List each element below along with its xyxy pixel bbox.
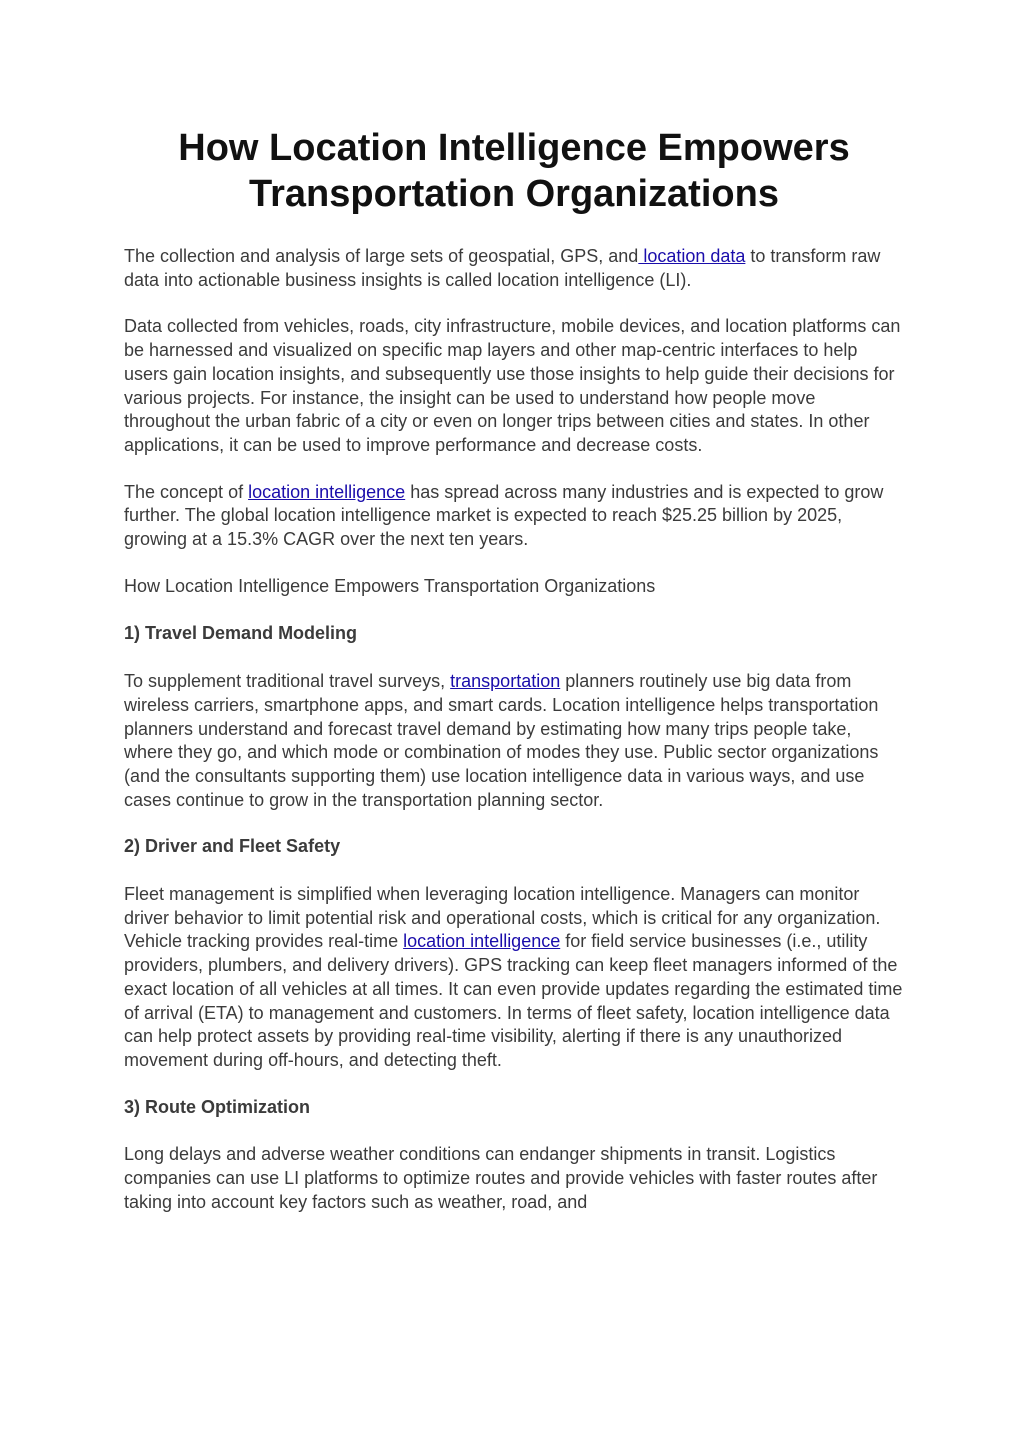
section-heading-route-optimization: 3) Route Optimization [124,1096,310,1117]
paragraph-data-collection: Data collected from vehicles, roads, city infrastructure, mobile devices, and location platforms can be harnessed and visualized on specific map layers and other map-centric interfaces to help users gain location insights, and subsequently use those insights to help guide their decisions for various projects. For instance, the insight can be used to understand how people move throughout the urban fabric of a city or even on longer trips between cities and states. In other applications, it can be used to improve performance and decrease costs. [124,316,901,455]
location-intelligence-link[interactable]: location intelligence [248,481,406,502]
page-title-line-1: How Location Intelligence Empowers [178,127,850,169]
document-page [124,125,904,1238]
concept-text-continued: has spread across many industries and is expected to grow further. The global location intelligence market is expected to reach $25.25 billion by 2025, growing at a 15.3% CAGR over the next ten years. [124,481,884,550]
section-heading-travel-demand: 1) Travel Demand Modeling [124,623,358,644]
section-paragraph-travel-demand [124,670,904,812]
intro-paragraph [124,245,904,292]
travel-demand-text-continued: planners routinely use big data from wireless carriers, smartphone apps, and smart cards. Location intelligence helps transportation planners understand and forecast travel demand by estimating how many trips people take, where they go, and which mode or combination of modes they use. Public sector organizations (and the consultants supporting them) use location intelligence data in various ways, and use cases continue to grow in the transportation planning sector. [124,671,879,810]
travel-demand-text: To supplement traditional travel surveys, [124,671,451,692]
fleet-safety-text-continued: for field service businesses (i.e., utility providers, plumbers, and delivery drivers). GPS tracking can keep fleet managers informed of the exact location of all vehicles at all times. It can even provide updates regarding the estimated time of arrival (ETA) to management and customers. In terms of fleet safety, location intelligence data can help protect assets by providing real-time visibility, alerting if there is any unauthorized movement during off-hours, and detecting theft. [124,931,903,1070]
page-title [124,125,904,217]
subtitle: How Location Intelligence Empowers Transportation Organizations [124,575,656,596]
paragraph-concept [124,481,904,552]
transportation-link[interactable]: transportation [450,671,561,692]
page-title-line-2: Transportation Organizations [249,173,779,215]
location-intelligence-link-2[interactable]: location intelligence [403,931,561,952]
intro-text-continued: to transform raw data into actionable business insights is called location intelligence (LI). [124,246,881,290]
location-data-link[interactable]: location data [638,246,746,266]
section-heading-fleet-safety: 2) Driver and Fleet Safety [124,836,341,857]
intro-text: The collection and analysis of large sets of geospatial, GPS, and [124,246,639,266]
fleet-safety-text: Fleet management is simplified when leveraging location intelligence. Managers can monitor driver behavior to limit potential risk and operational costs, which is critical for any organization. Vehicle tracking provides real-time [124,884,881,952]
concept-text: The concept of [124,481,249,502]
section-paragraph-fleet-safety [124,883,904,1073]
section-paragraph-route-optimization: Long delays and adverse weather conditions can endanger shipments in transit. Logistics companies can use LI platforms to optimize routes and provide vehicles with faster routes after taking into account key factors such as weather, road, and [124,1144,878,1212]
